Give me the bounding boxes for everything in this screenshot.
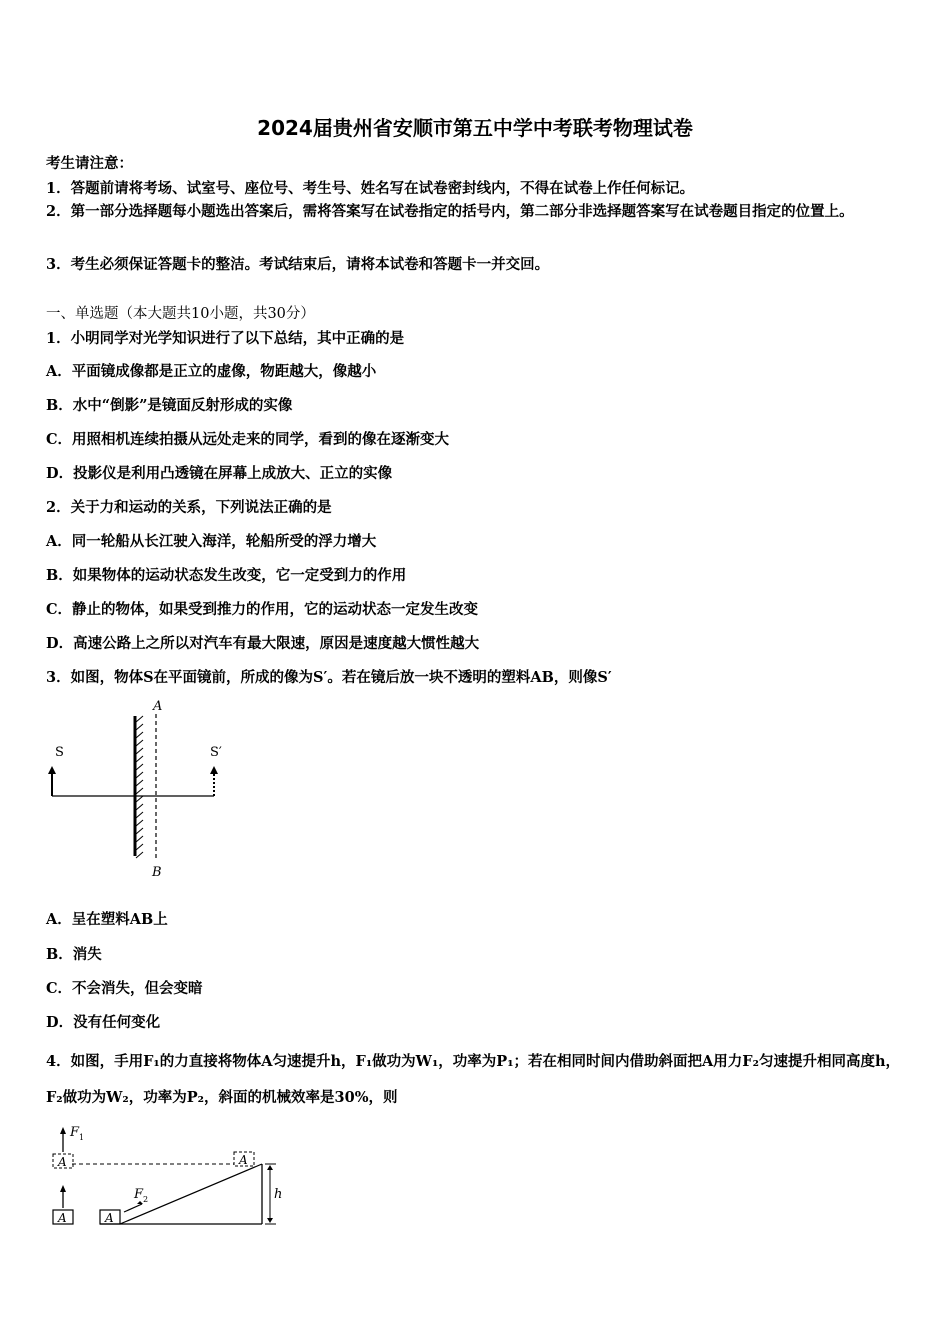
option-item: A．平面镜成像都是正立的虚像，物距越大，像越小 — [46, 363, 377, 380]
f1-label: F — [70, 1125, 80, 1140]
block-label: A — [58, 1211, 67, 1225]
option-item: D．投影仪是利用凸透镜在屏幕上成放大、正立的实像 — [46, 465, 393, 482]
option-item: B．消失 — [46, 946, 102, 963]
option-item: A．呈在塑料AB上 — [46, 911, 168, 928]
notice-item: 1．答题前请将考场、试室号、座位号、考生号、姓名写在试卷密封线内，不得在试卷上作任何标记。 — [46, 180, 695, 197]
height-label: h — [274, 1187, 283, 1202]
block-label: A — [105, 1211, 114, 1225]
option-item: C．不会消失，但会变暗 — [46, 980, 203, 997]
f1-subscript: 1 — [79, 1133, 85, 1142]
option-item: D．没有任何变化 — [46, 1014, 161, 1031]
f2-subscript: 2 — [143, 1195, 149, 1204]
label-s-prime: S′ — [210, 745, 222, 760]
option-item: B．水中“倒影”是镜面反射形成的实像 — [46, 397, 293, 414]
exam-title: 2024届贵州省安顺市第五中学中考联考物理试卷 — [257, 116, 693, 140]
option-item: D．高速公路上之所以对汽车有最大限速，原因是速度越大惯性越大 — [46, 635, 480, 652]
mirror-figure — [44, 696, 244, 882]
incline-figure — [48, 1118, 288, 1236]
label-s: S — [55, 745, 64, 760]
block-label: A — [58, 1155, 67, 1169]
label-b: B — [152, 865, 162, 880]
notice-item: 2．第一部分选择题每小题选出答案后，需将答案写在试卷指定的括号内，第二部分非选择题答案写在试卷题目指定的位置上。 — [46, 203, 854, 220]
section-heading: 一、单选题（本大题共10小题，共30分） — [46, 306, 315, 322]
question-stem: 1．小明同学对光学知识进行了以下总结，其中正确的是 — [46, 330, 405, 347]
question-stem: 2．关于力和运动的关系，下列说法正确的是 — [46, 499, 332, 516]
block-label: A — [239, 1153, 248, 1167]
option-item: C．用照相机连续拍摄从远处走来的同学，看到的像在逐渐变大 — [46, 431, 450, 448]
option-item: A．同一轮船从长江驶入海洋，轮船所受的浮力增大 — [46, 533, 377, 550]
question-stem: 3．如图，物体S在平面镜前，所成的像为S′。若在镜后放一块不透明的塑料AB，则像S′ — [46, 669, 612, 686]
option-item: C．静止的物体，如果受到推力的作用，它的运动状态一定发生改变 — [46, 601, 479, 618]
label-a: A — [153, 699, 163, 714]
f2-label: F — [134, 1187, 144, 1202]
question-stem: 4．如图，手用F₁的力直接将物体A匀速提升h，F₁做功为W₁，功率为P₁；若在相同时间内借助斜面把A用力F₂匀速提升相同高度h，F₂做功为W₂，功率为P₂，斜面的机械效率是30%，则 — [46, 1053, 900, 1106]
option-item: B．如果物体的运动状态发生改变，它一定受到力的作用 — [46, 567, 407, 584]
notice-item: 3．考生必须保证答题卡的整洁。考试结束后，请将本试卷和答题卡一并交回。 — [46, 256, 550, 273]
notice-heading: 考生请注意： — [46, 155, 133, 172]
